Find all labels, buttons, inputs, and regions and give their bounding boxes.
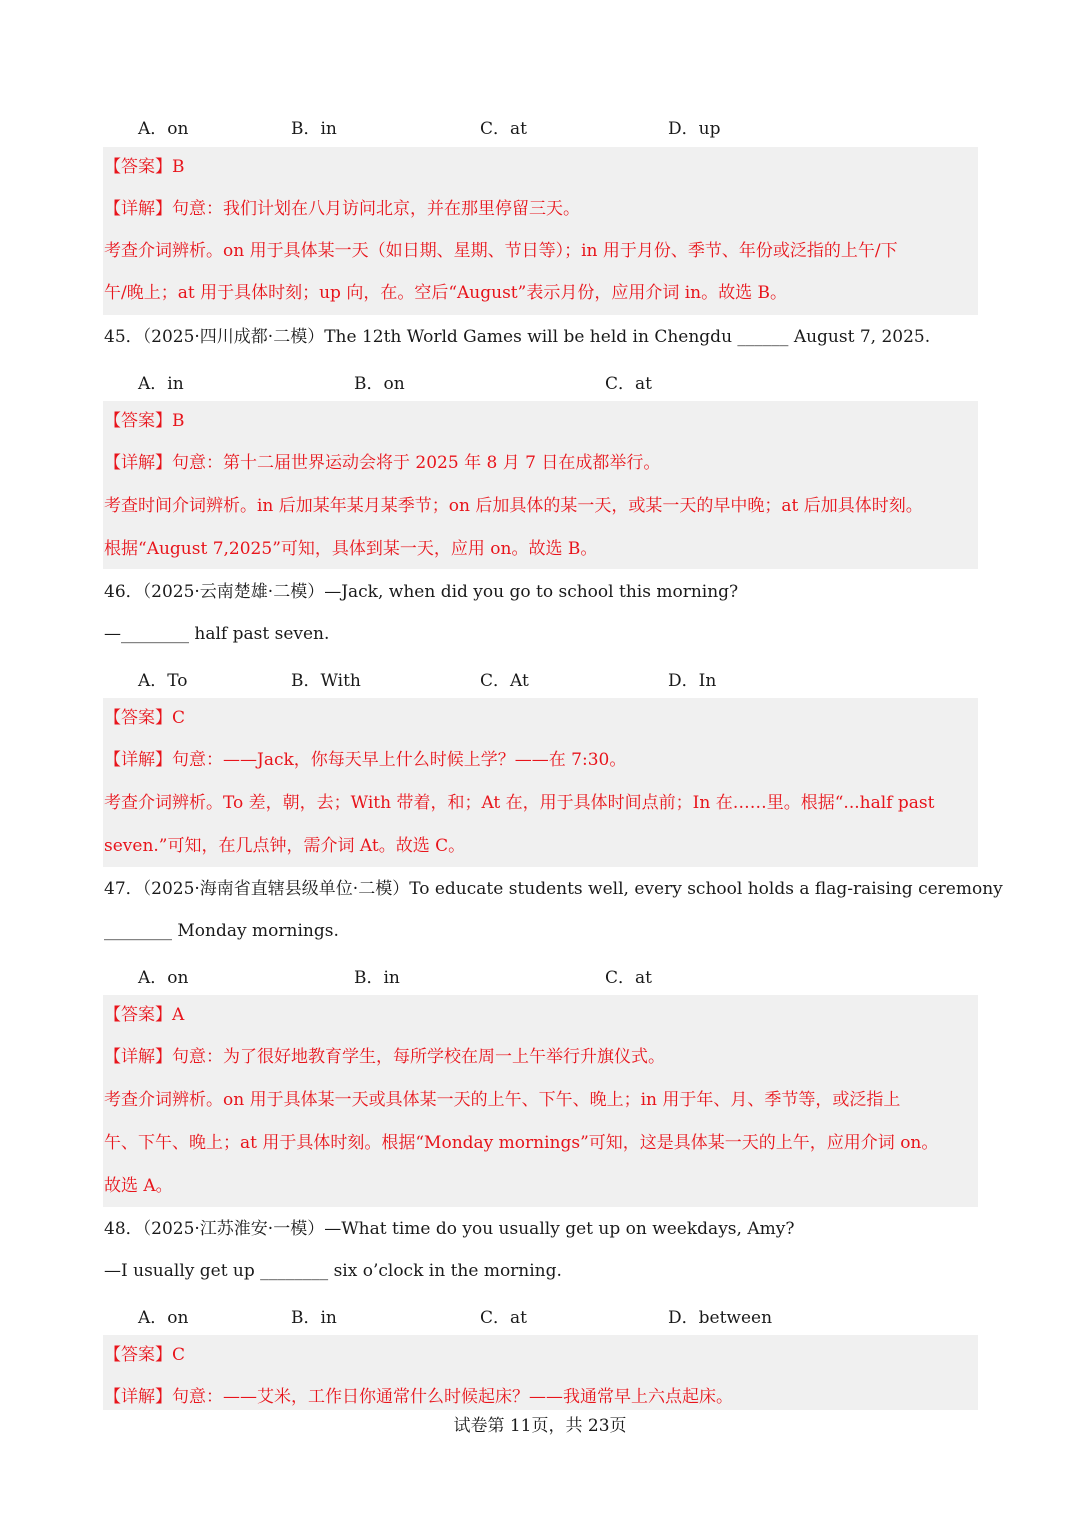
q47-detail-analysis-2: 午、下午、晚上；at 用于具体时刻。根据“Monday mornings”可知，这是具体某一天的上午，应用介词 on。 xyxy=(104,1133,939,1153)
q46-options xyxy=(0,660,1080,694)
q48-answer: 【答案】C xyxy=(104,1345,186,1365)
q46-answer-box xyxy=(103,698,978,867)
q46-detail-analysis-2: seven.”可知，在几点钟，需介词 At。故选 C。 xyxy=(104,836,466,856)
q44-detail-analysis-1: 考查介词辨析。on 用于具体某一天（如日期、星期、节日等）；in 用于月份、季节、年份或泛指的上午/下 xyxy=(104,241,898,261)
page-footer: 试卷第 11页，共 23页 xyxy=(453,1416,627,1436)
q46-answer: 【答案】C xyxy=(104,708,186,728)
q45-answer-box xyxy=(103,401,978,569)
q47-option-c: C．at xyxy=(605,968,652,988)
q48-options xyxy=(0,1297,1080,1331)
q44-option-d: D．up xyxy=(668,119,721,139)
q47-option-a: A．on xyxy=(138,968,189,988)
q46-stem-2: —________ half past seven. xyxy=(104,624,330,644)
q46-detail-analysis-1: 考查介词辨析。To 差，朝，去；With 带着，和；At 在，用于具体时间点前；In 在……里。根据“...half past xyxy=(104,793,935,813)
q46-option-a: A．To xyxy=(138,671,188,691)
q44-answer: 【答案】B xyxy=(104,157,185,177)
q45-answer: 【答案】B xyxy=(104,411,185,431)
q46-option-c: C．At xyxy=(480,671,529,691)
q45-options xyxy=(0,363,1080,397)
q44-options xyxy=(0,108,1080,142)
q46-stem: 46．（2025·云南楚雄·二模）—Jack, when did you go to school this morning? xyxy=(104,582,739,602)
q46-detail-meaning: 【详解】句意：——Jack，你每天早上什么时候上学？——在 7:30。 xyxy=(104,750,627,770)
q47-options xyxy=(0,957,1080,991)
q48-answer-box xyxy=(103,1335,978,1410)
q44-answer-box xyxy=(103,147,978,315)
q45-detail-analysis-2: 根据“August 7,2025”可知，具体到某一天，应用 on。故选 B。 xyxy=(104,539,598,559)
q47-detail-analysis-3: 故选 A。 xyxy=(104,1176,173,1196)
q47-detail-analysis-1: 考查介词辨析。on 用于具体某一天或具体某一天的上午、下午、晚上；in 用于年、月、季节等，或泛指上 xyxy=(104,1090,901,1110)
q47-detail-meaning: 【详解】句意：为了很好地教育学生，每所学校在周一上午举行升旗仪式。 xyxy=(104,1047,665,1067)
q46-option-d: D．In xyxy=(668,671,717,691)
q45-stem: 45．（2025·四川成都·二模）The 12th World Games will be held in Chengdu ______ August 7, 2025. xyxy=(104,327,931,347)
q44-option-c: C．at xyxy=(480,119,527,139)
q45-option-b: B．on xyxy=(354,374,405,394)
q48-option-b: B．in xyxy=(291,1308,337,1328)
q48-option-c: C．at xyxy=(480,1308,527,1328)
q47-answer-box xyxy=(103,995,978,1207)
q48-stem: 48．（2025·江苏淮安·一模）—What time do you usually get up on weekdays, Amy? xyxy=(104,1219,795,1239)
q48-detail-meaning: 【详解】句意：——艾米，工作日你通常什么时候起床？——我通常早上六点起床。 xyxy=(104,1387,733,1407)
q47-option-b: B．in xyxy=(354,968,400,988)
q48-option-d: D．between xyxy=(668,1308,773,1328)
q44-detail-meaning: 【详解】句意：我们计划在八月访问北京，并在那里停留三天。 xyxy=(104,199,580,219)
q45-option-c: C．at xyxy=(605,374,652,394)
q47-stem-2: ________ Monday mornings. xyxy=(104,921,339,941)
q47-stem: 47．（2025·海南省直辖县级单位·二模）To educate students well, every school holds a flag-raising ceremony xyxy=(104,879,1003,899)
q44-detail-analysis-2: 午/晚上；at 用于具体时刻；up 向，在。空后“August”表示月份，应用介词 in。故选 B。 xyxy=(104,283,788,303)
q44-option-b: B．in xyxy=(291,119,337,139)
q48-stem-2: —I usually get up ________ six o’clock in the morning. xyxy=(104,1261,562,1281)
q44-option-a: A．on xyxy=(138,119,189,139)
q46-option-b: B．With xyxy=(291,671,361,691)
q48-option-a: A．on xyxy=(138,1308,189,1328)
q45-option-a: A．in xyxy=(138,374,184,394)
q45-detail-meaning: 【详解】句意：第十二届世界运动会将于 2025 年 8 月 7 日在成都举行。 xyxy=(104,453,661,473)
q45-detail-analysis-1: 考查时间介词辨析。in 后加某年某月某季节；on 后加具体的某一天，或某一天的早中晚；at 后加具体时刻。 xyxy=(104,496,923,516)
q47-answer: 【答案】A xyxy=(104,1005,185,1025)
